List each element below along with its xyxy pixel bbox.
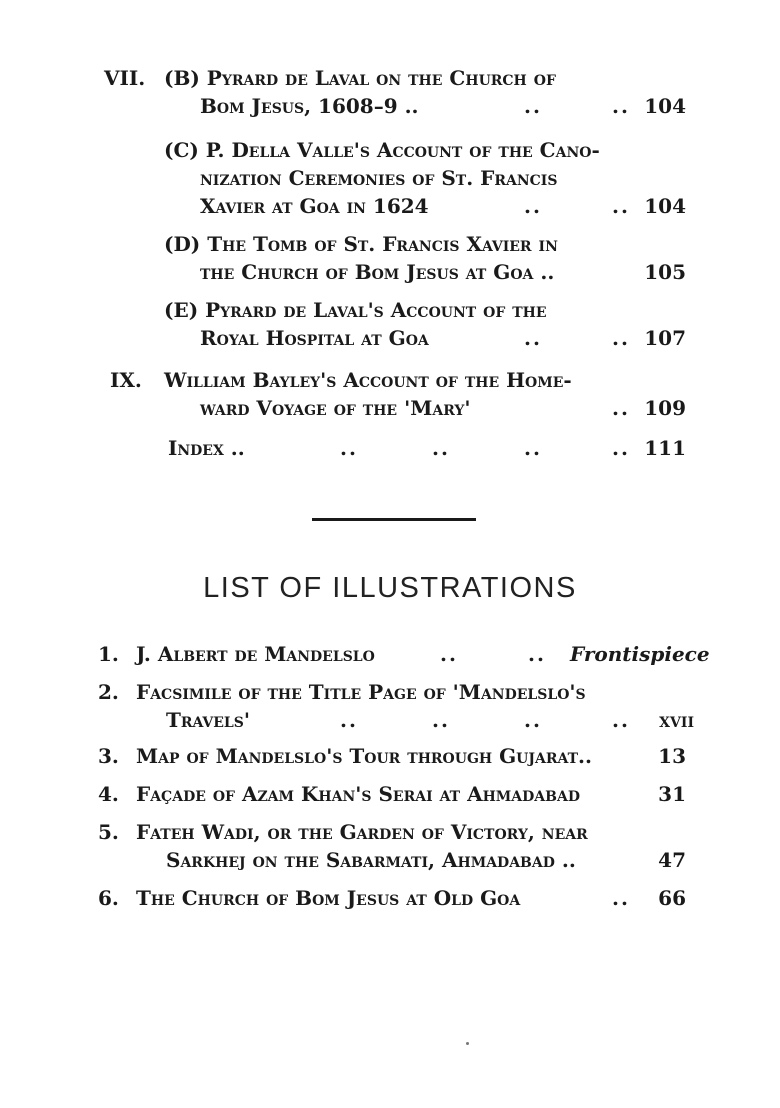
entry-number: 1. — [98, 642, 119, 666]
entry-page-number: 13 — [658, 744, 686, 768]
entry-page-number: 109 — [644, 396, 686, 420]
dot-leader: .. — [524, 194, 542, 218]
entry-title-line: J. Albert de Mandelslo — [136, 642, 375, 666]
entry-page-number: 104 — [644, 194, 686, 218]
entry-title-line: Travels' — [166, 708, 250, 732]
entry-page-number: 107 — [644, 326, 686, 350]
entry-number: 4. — [98, 782, 119, 806]
dot-leader: .. — [612, 326, 630, 350]
dot-leader: .. — [612, 194, 630, 218]
entry-page-number: 105 — [644, 260, 686, 284]
entry-title-line: Sarkhej on the Sabarmati, Ahmadabad .. — [166, 848, 576, 872]
dot-leader: .. — [340, 436, 358, 460]
entry-page-number: 104 — [644, 94, 686, 118]
dot-leader: .. — [524, 436, 542, 460]
entry-number: 5. — [98, 820, 119, 844]
dot-leader: .. — [432, 708, 450, 732]
dot-leader: .. — [612, 886, 630, 910]
dot-leader: .. — [524, 94, 542, 118]
entry-page-number: 66 — [658, 886, 686, 910]
entry-page-number: 111 — [644, 436, 686, 460]
entry-title-line: Bom Jesus, 1608–9 .. — [200, 94, 419, 118]
dot-leader: .. — [528, 642, 546, 666]
dot-leader: .. — [432, 436, 450, 460]
entry-page-number: xvii — [659, 708, 694, 732]
entry-title-line: (B) Pyrard de Laval on the Church of — [164, 66, 556, 90]
entry-number: 3. — [98, 744, 119, 768]
entry-title-line: Fateh Wadi, or the Garden of Victory, near — [136, 820, 588, 844]
entry-title-line: Facsimile of the Title Page of 'Mandelslo's — [136, 680, 586, 704]
dot-leader: .. — [440, 642, 458, 666]
entry-title-line: William Bayley's Account of the Home- — [164, 368, 572, 392]
dot-leader: .. — [340, 708, 358, 732]
entry-title-line: Map of Mandelslo's Tour through Gujarat.. — [136, 744, 592, 768]
section-divider — [312, 518, 476, 521]
entry-title-line: The Church of Bom Jesus at Old Goa — [136, 886, 521, 910]
entry-page-number: 47 — [658, 848, 686, 872]
entry-title-line: Index .. — [168, 436, 245, 460]
entry-page-number: 31 — [658, 782, 686, 806]
entry-title-line: Royal Hospital at Goa — [200, 326, 429, 350]
dot-leader: .. — [612, 708, 630, 732]
entry-title-line: ward Voyage of the 'Mary' — [200, 396, 471, 420]
entry-title-line: (E) Pyrard de Laval's Account of the — [164, 298, 547, 322]
entry-title-line: (C) P. Della Valle's Account of the Cano- — [164, 138, 600, 162]
entry-title-line: (D) The Tomb of St. Francis Xavier in — [164, 232, 558, 256]
entry-number: IX. — [110, 368, 142, 392]
dot-leader: .. — [524, 708, 542, 732]
entry-title-line: nization Ceremonies of St. Francis — [200, 166, 558, 190]
dot-leader: .. — [612, 436, 630, 460]
entry-number: 6. — [98, 886, 119, 910]
paper-speck — [466, 1042, 469, 1045]
dot-leader: .. — [612, 94, 630, 118]
entry-number: VII. — [104, 66, 146, 90]
entry-title-line: the Church of Bom Jesus at Goa .. — [200, 260, 555, 284]
entry-title-line: Xavier at Goa in 1624 — [200, 194, 429, 218]
entry-number: 2. — [98, 680, 119, 704]
dot-leader: .. — [612, 396, 630, 420]
dot-leader: .. — [524, 326, 542, 350]
entry-title-line: Façade of Azam Khan's Serai at Ahmadabad — [136, 782, 581, 806]
entry-page-number: Frontispiece — [570, 642, 710, 666]
section-heading: LIST OF ILLUSTRATIONS — [203, 572, 577, 604]
